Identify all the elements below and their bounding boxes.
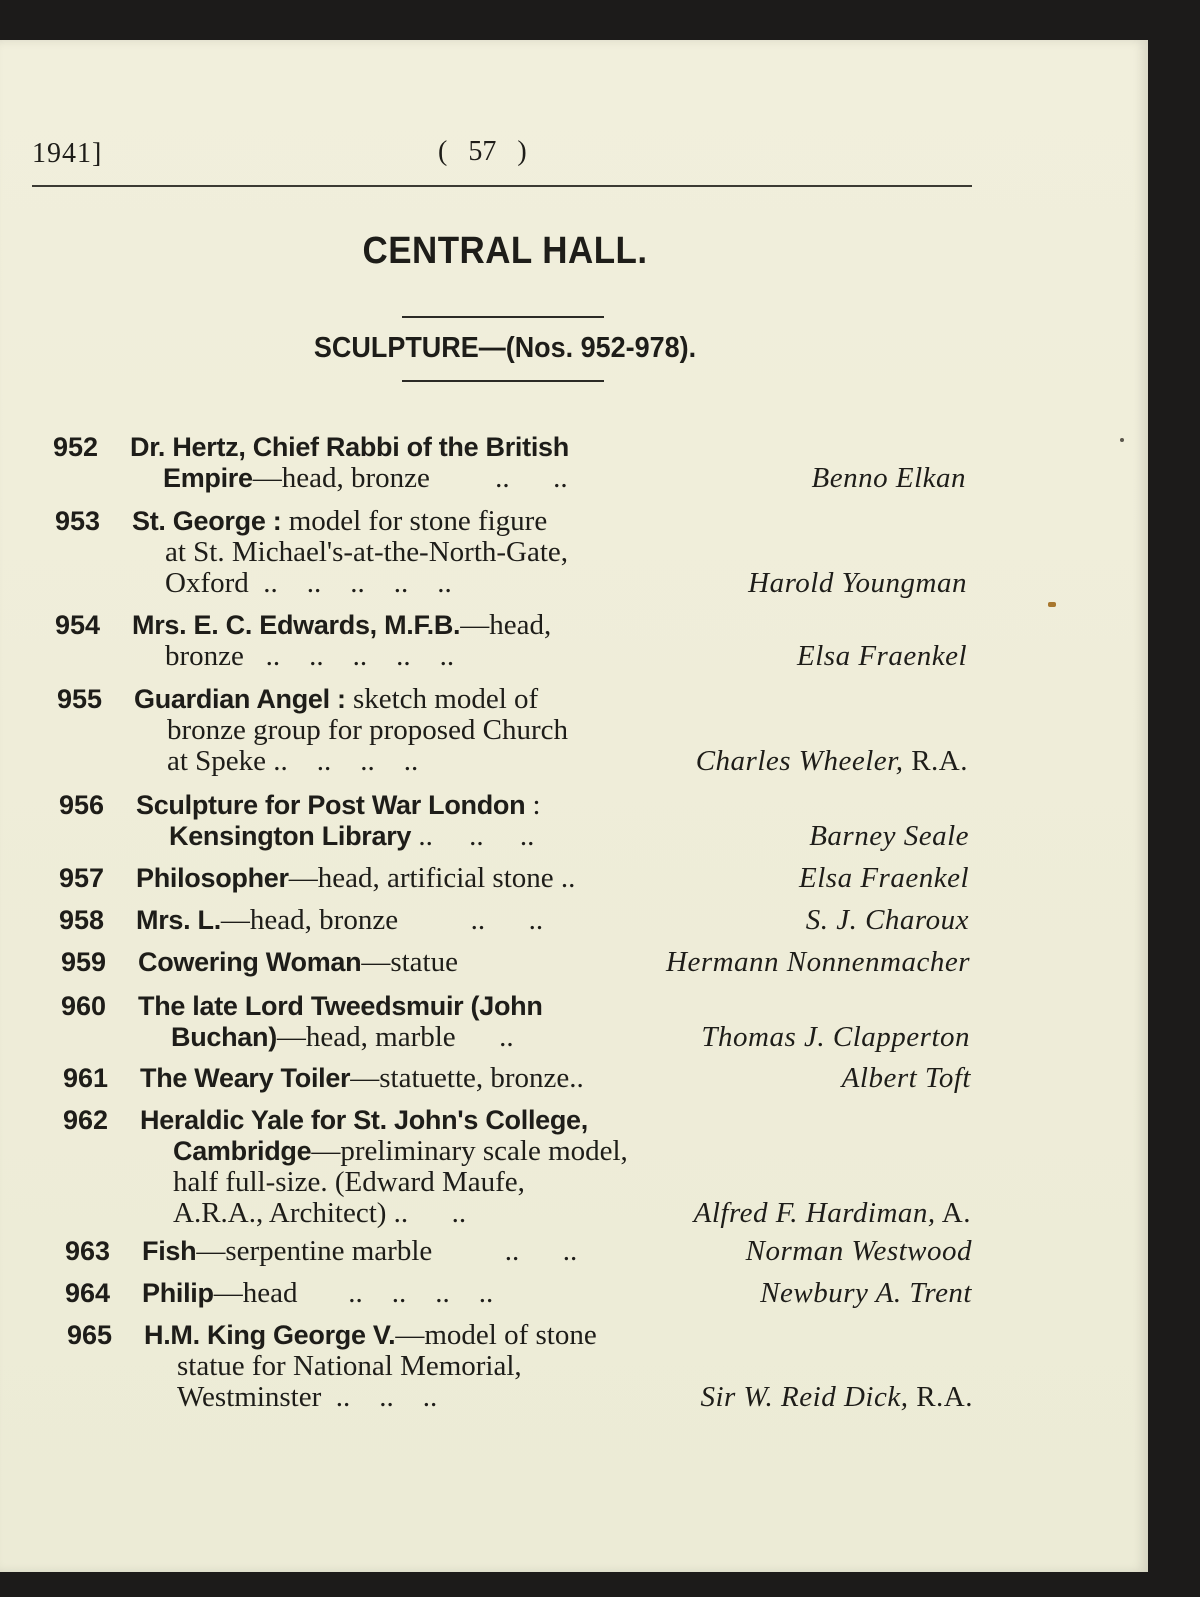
artist-honours: A.: [935, 1197, 971, 1229]
entry-title-line: [167, 746, 418, 777]
artist-name-text: Elsa Fraenkel: [797, 640, 967, 672]
entry-title-line: [171, 1022, 514, 1053]
entry-number: 963: [64, 1236, 110, 1266]
entry-title-line: [136, 863, 575, 894]
artist-name: [700, 1382, 973, 1413]
entry-description: at St. Michael's-at-the-North-Gate,: [165, 536, 569, 568]
entry-title-line: [138, 947, 458, 978]
artist-name: [809, 821, 969, 852]
artist-name: [799, 863, 969, 894]
entry-description: —preliminary scale model,: [311, 1135, 628, 1167]
entry-number: 961: [62, 1063, 108, 1093]
entry-description: .. .. ..: [411, 820, 535, 852]
entry-description: —statue: [361, 946, 458, 978]
entry-title-line: [132, 610, 551, 641]
entry-title-line: [140, 1105, 588, 1136]
entry-title-line: [169, 821, 534, 852]
entry-description: —head, marble ..: [276, 1021, 514, 1053]
entry-title-bold: H.M. King George V.: [144, 1320, 396, 1350]
entry-description: bronze group for proposed Church: [167, 714, 569, 746]
entry-title-line: [132, 506, 547, 537]
entry-description: at Speke .. .. .. ..: [167, 745, 419, 777]
entry-description: Oxford .. .. .. .. ..: [165, 567, 452, 599]
entry-title-bold: The Weary Toiler: [140, 1063, 351, 1093]
artist-name-text: Elsa Fraenkel: [799, 862, 969, 894]
entry-number: 956: [58, 790, 104, 820]
entry-description: —head .. .. .. ..: [213, 1277, 494, 1309]
entry-title-line: [144, 1320, 597, 1351]
entries-list: [0, 40, 1148, 1572]
entry-title-line: [167, 715, 568, 746]
entry-title-bold: St. George :: [132, 506, 282, 536]
artist-name: [797, 641, 967, 672]
entry-title-line: [173, 1136, 628, 1167]
entry-number: 955: [56, 684, 102, 714]
artist-name-text: Benno Elkan: [811, 462, 966, 494]
catalogue-page: [0, 40, 1148, 1572]
entry-title-bold: Philip: [142, 1278, 214, 1308]
artist-name: [696, 746, 968, 777]
entry-title-bold: Mrs. E. C. Edwards, M.F.B.: [132, 610, 461, 640]
artist-name: [760, 1278, 972, 1309]
artist-name-text: S. J. Charoux: [805, 904, 969, 936]
artist-name: [812, 463, 966, 494]
artist-name: [842, 1063, 971, 1094]
paper-speck: [1048, 602, 1056, 607]
entry-number: 959: [60, 947, 106, 977]
paper-speck: [1120, 438, 1124, 442]
entry-title-bold: Buchan): [171, 1022, 277, 1052]
artist-name: [748, 568, 967, 599]
entry-title-line: [165, 568, 452, 599]
entry-description: bronze .. .. .. .. ..: [165, 640, 455, 672]
artist-name-text: Newbury A. Trent: [760, 1277, 972, 1309]
entry-description: —head,: [460, 609, 552, 641]
entry-title-line: [165, 537, 568, 568]
entry-description: half full-size. (Edward Maufe,: [173, 1166, 525, 1198]
artist-honours: R.A.: [908, 1381, 973, 1413]
entry-description: —head, bronze .. ..: [252, 462, 568, 494]
artist-name-text: Harold Youngman: [748, 567, 967, 599]
entry-number: 958: [58, 905, 104, 935]
artist-name: [746, 1236, 972, 1267]
entry-title-line: [177, 1382, 437, 1413]
entry-title-bold: Philosopher: [136, 863, 289, 893]
page-number: ( 57 ): [438, 136, 527, 167]
entry-title-line: [177, 1351, 522, 1382]
entry-description: model for stone figure: [281, 505, 548, 537]
entry-title-line: [142, 1278, 493, 1309]
artist-name-text: Barney Seale: [809, 820, 969, 852]
artist-name-text: Sir W. Reid Dick,: [700, 1381, 909, 1413]
entry-title-bold: Empire: [163, 463, 253, 493]
entry-title-bold: Fish: [142, 1236, 197, 1266]
artist-name-text: Charles Wheeler,: [695, 745, 904, 777]
entry-description: —head, bronze .. ..: [220, 904, 544, 936]
entry-title-line: [130, 432, 569, 463]
artist-honours: R.A.: [903, 745, 968, 777]
entry-title-bold: Mrs. L.: [136, 905, 221, 935]
entry-title-line: [138, 991, 543, 1022]
entry-title-bold: The late Lord Tweedsmuir (John: [138, 991, 543, 1021]
artist-name-text: Norman Westwood: [745, 1235, 972, 1267]
entry-description: —head, artificial stone ..: [288, 862, 576, 894]
entry-title-bold: Guardian Angel :: [134, 684, 346, 714]
entry-number: 954: [54, 610, 100, 640]
entry-description: —statuette, bronze..: [350, 1062, 584, 1094]
entry-title-bold: Heraldic Yale for St. John's College,: [140, 1105, 588, 1135]
entry-number: 960: [60, 991, 106, 1021]
entry-title-line: [163, 463, 568, 494]
entry-number: 952: [52, 432, 98, 462]
artist-name: [694, 1198, 971, 1229]
entry-title-line: [173, 1167, 525, 1198]
entry-title-line: [173, 1198, 466, 1229]
entry-number: 962: [62, 1105, 108, 1135]
artist-name-text: Hermann Nonnenmacher: [666, 946, 970, 978]
artist-name: [701, 1022, 970, 1053]
header-year: 1941]: [32, 138, 103, 169]
entry-title-bold: Cowering Woman: [138, 947, 362, 977]
entry-description: Westminster .. .. ..: [177, 1381, 438, 1413]
artist-name-text: Albert Toft: [841, 1062, 971, 1094]
entry-title-bold: Cambridge: [173, 1136, 312, 1166]
entry-title-line: [142, 1236, 577, 1267]
artist-name-text: Alfred F. Hardiman,: [693, 1197, 936, 1229]
entry-number: 953: [54, 506, 100, 536]
entry-title-bold: Dr. Hertz, Chief Rabbi of the British: [130, 432, 569, 462]
section-heading: SCULPTURE—(Nos. 952-978).: [313, 332, 697, 364]
entry-description: —model of stone: [395, 1319, 597, 1351]
entry-description: sketch model of: [345, 683, 539, 715]
entry-number: 964: [64, 1278, 110, 1308]
entry-title-line: [134, 684, 538, 715]
artist-name: [806, 905, 969, 936]
entry-description: —serpentine marble .. ..: [196, 1235, 578, 1267]
entry-number: 957: [58, 863, 104, 893]
artist-name-text: Thomas J. Clapperton: [701, 1021, 970, 1053]
entry-number: 965: [66, 1320, 112, 1350]
artist-name: [666, 947, 970, 978]
entry-title-bold: Sculpture for Post War London: [136, 790, 526, 820]
entry-title-line: [165, 641, 454, 672]
entry-title-line: [140, 1063, 584, 1094]
entry-title-bold: Kensington Library: [169, 821, 412, 851]
entry-title-line: [136, 790, 541, 821]
entry-description: :: [525, 789, 541, 821]
entry-description: statue for National Memorial,: [177, 1350, 522, 1382]
entry-description: A.R.A., Architect) .. ..: [173, 1197, 467, 1229]
hall-title: CENTRAL HALL.: [362, 230, 648, 272]
entry-title-line: [136, 905, 543, 936]
